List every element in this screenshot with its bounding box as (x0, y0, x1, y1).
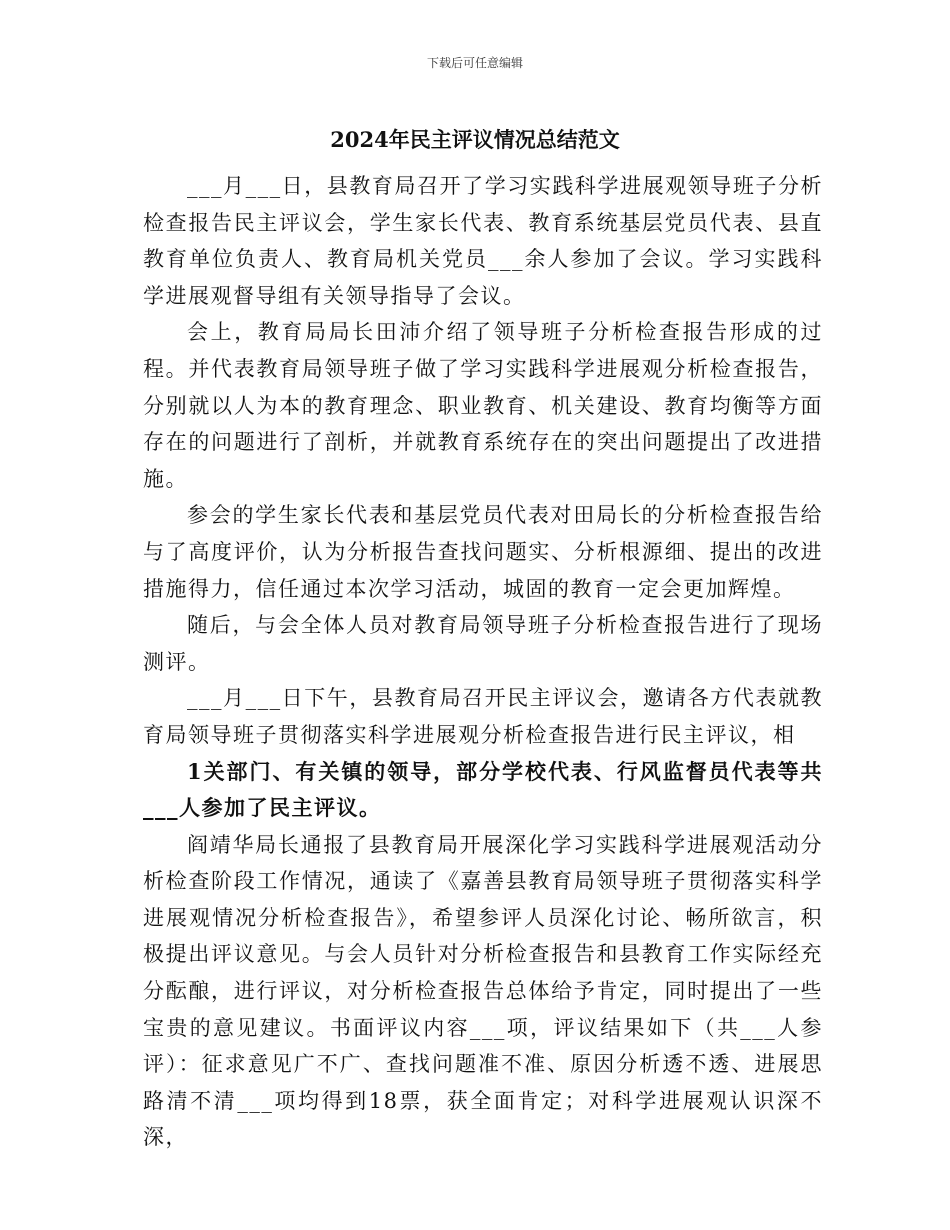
header-note: 下载后可任意编辑 (426, 56, 523, 70)
paragraph-3: 参会的学生家长代表和基层党员代表对田局长的分析检查报告给与了高度评价，认为分析报告查找问题实、分析根源细、提出的改进措施得力，信任通过本次学习活动，城固的教育一定会更加辉煌。 (143, 503, 823, 601)
paragraph-2: 会上，教育局局长田沛介绍了领导班子分析检查报告形成的过程。并代表教育局领导班子做了学习实践科学进展观分析检查报告，分别就以人为本的教育理念、职业教育、机关建设、教育均衡等方面存在的问题进行了剖析，并就教育系统存在的突出问题提出了改进措施。 (143, 320, 823, 491)
paragraph-4: 随后，与会全体人员对教育局领导班子分析检查报告进行了现场测评。 (143, 613, 823, 674)
paragraph-6-bold: 1关部门、有关镇的领导，部分学校代表、行风监督员代表等共___人参加了民主评议。 (143, 758, 823, 821)
paragraph-5: ___月___日下午，县教育局召开民主评议会，邀请各方代表就教育局领导班子贯彻落实科学进展观分析检查报告进行民主评议，相 (143, 686, 823, 747)
document-title: 2024年民主评议情况总结范文 (330, 127, 620, 152)
paragraph-1: ___月___日，县教育局召开了学习实践科学进展观领导班子分析检查报告民主评议会，学生家长代表、教育系统基层党员代表、县直教育单位负责人、教育局机关党员___余人参加了会议。学习实践科学进展观督导组有关领导指导了会议。 (143, 174, 823, 308)
paragraph-7: 阎靖华局长通报了县教育局开展深化学习实践科学进展观活动分析检查阶段工作情况，通读了《嘉善县教育局领导班子贯彻落实科学进展观情况分析检查报告》，希望参评人员深化讨论、畅所欲言，积极提出评议意见。与会人员针对分析检查报告和县教育工作实际经充分酝酿，进行评议，对分析检查报告总体给予肯定，同时提出了一些宝贵的意见建议。书面评议内容___项，评议结果如下（共___人参评）：征求意见广不广、查找问题准不准、原因分析透不透、进展思路清不清___项均得到18票，获全面肯定；对科学进展观认识深不深， (143, 832, 823, 1150)
document-body (143, 168, 823, 1156)
